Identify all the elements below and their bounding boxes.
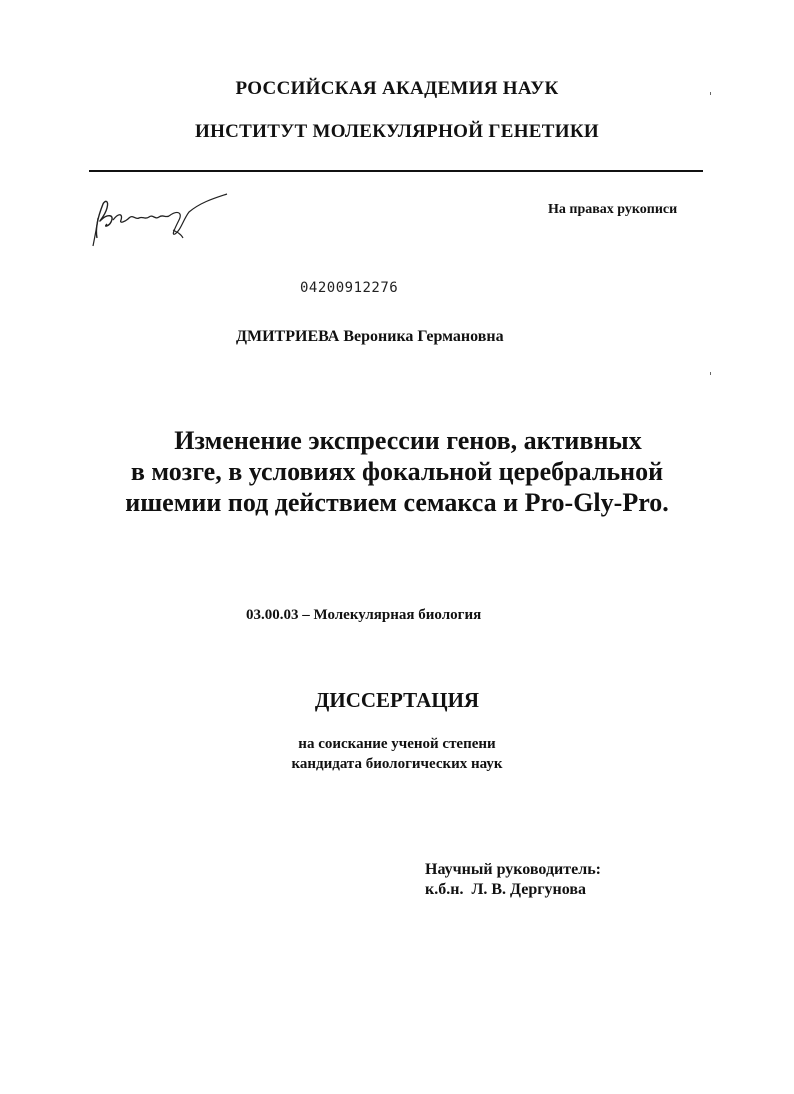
specialty-code: 03.00.03 – Молекулярная биология (246, 607, 482, 623)
institute-heading: ИНСТИТУТ МОЛЕКУЛЯРНОЙ ГЕНЕТИКИ (195, 121, 599, 142)
document-code: 04200912276 (300, 280, 399, 296)
supervisor-label: Научный руководитель: (425, 861, 601, 878)
document-type: ДИССЕРТАЦИЯ (314, 688, 480, 712)
academy-heading: РОССИЙСКАЯ АКАДЕМИЯ НАУК (235, 78, 559, 99)
degree-line: на соискание ученой степени (298, 736, 496, 752)
header-divider (89, 170, 703, 172)
supervisor-name: к.б.н. Л. В. Дергунова (425, 881, 586, 898)
signature-icon (85, 190, 235, 250)
scan-speck (710, 372, 711, 375)
degree-line: кандидата биологических наук (291, 756, 503, 772)
title-line: Изменение экспрессии генов, активных (174, 426, 642, 455)
rights-note: На правах рукописи (548, 202, 678, 217)
title-line: ишемии под действием семакса и Pro-Gly-Pro. (125, 488, 669, 517)
dissertation-title (0, 425, 794, 518)
title-line: в мозге, в условиях фокальной церебральной (130, 457, 664, 486)
scan-speck (710, 92, 711, 95)
author-name: ДМИТРИЕВА Вероника Германовна (236, 328, 504, 345)
